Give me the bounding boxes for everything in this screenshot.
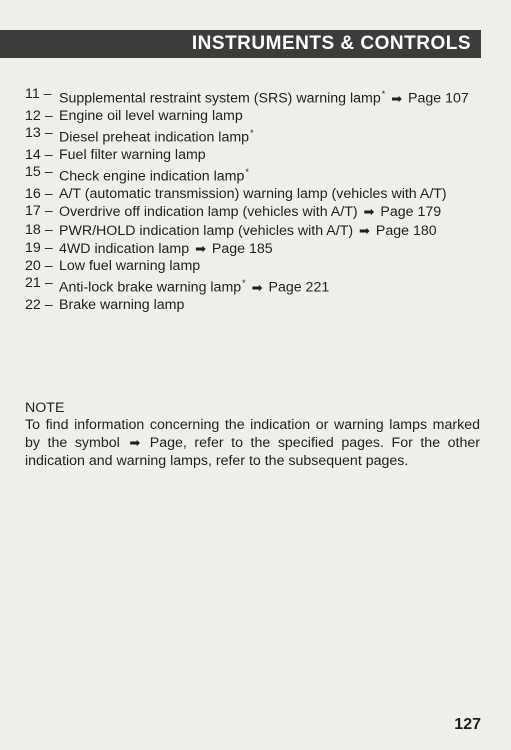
item-label: 4WD indication lamp — [59, 240, 190, 257]
page-reference-arrow-icon: ➡ — [359, 222, 370, 238]
item-label: Low fuel warning lamp — [59, 258, 201, 275]
item-text — [59, 275, 480, 297]
page-reference: Page 221 — [268, 279, 330, 296]
list-item — [25, 275, 480, 297]
item-number: 12 – — [25, 107, 53, 124]
list-item — [25, 240, 480, 258]
item-text — [59, 164, 480, 186]
item-number: 17 – — [25, 203, 53, 220]
item-label: PWR/HOLD indication lamp (vehicles with A/T) — [59, 222, 354, 239]
item-number: 11 – — [25, 86, 52, 102]
item-number: 18 – — [25, 221, 53, 238]
page-reference: Page 180 — [375, 222, 437, 239]
page-reference: Page 107 — [408, 90, 469, 107]
item-number: 21 – — [25, 275, 53, 292]
note-text-after: Page, refer to the specified pages. For the other indication and warning lamps, refer to the subsequent pages. — [25, 435, 480, 469]
item-text — [59, 240, 480, 258]
indicator-lamp-list — [25, 86, 480, 314]
item-label: A/T (automatic transmission) warning lamp (vehicles with A/T) — [59, 186, 447, 203]
note-text — [25, 417, 480, 470]
list-item — [25, 108, 480, 125]
asterisk-mark: * — [250, 128, 254, 139]
asterisk-mark: * — [381, 89, 386, 99]
note-block — [25, 400, 480, 470]
asterisk-mark: * — [245, 167, 249, 178]
asterisk-mark: * — [242, 278, 246, 289]
page-reference: Page 185 — [211, 240, 273, 257]
item-text — [59, 108, 480, 125]
item-text — [59, 222, 480, 240]
list-item — [25, 203, 480, 221]
item-label: Anti-lock brake warning lamp — [59, 279, 242, 296]
list-item — [25, 297, 480, 314]
item-text — [59, 186, 480, 203]
item-label: Diesel preheat indication lamp — [59, 129, 250, 146]
item-number: 14 – — [25, 147, 53, 164]
item-text — [59, 258, 480, 275]
item-text — [59, 86, 480, 108]
item-label: Fuel filter warning lamp — [59, 147, 206, 164]
item-label: Engine oil level warning lamp — [59, 107, 243, 124]
item-number: 19 – — [25, 239, 53, 256]
item-label: Supplemental restraint system (SRS) warning lamp — [59, 90, 381, 107]
page-reference: Page 179 — [380, 204, 442, 221]
list-item — [25, 164, 480, 186]
list-item — [25, 86, 480, 108]
item-text — [59, 147, 480, 164]
list-item — [25, 147, 480, 164]
list-item — [25, 125, 480, 147]
section-title: INSTRUMENTS & CONTROLS — [191, 33, 471, 54]
item-number: 13 – — [25, 125, 53, 142]
item-label: Overdrive off indication lamp (vehicles with A/T) — [59, 204, 358, 221]
list-item — [25, 222, 480, 240]
item-number: 22 – — [25, 297, 53, 314]
item-text — [59, 297, 480, 314]
page-reference-arrow-icon: ➡ — [129, 435, 141, 451]
page-reference-arrow-icon: ➡ — [391, 90, 403, 106]
item-number: 20 – — [25, 258, 53, 275]
page-reference-arrow-icon: ➡ — [195, 240, 206, 256]
note-heading: NOTE — [25, 400, 65, 416]
page-reference-arrow-icon: ➡ — [251, 279, 263, 295]
page-reference-arrow-icon: ➡ — [363, 204, 375, 220]
item-text — [59, 203, 480, 221]
item-number: 15 – — [25, 164, 53, 181]
item-label: Check engine indication lamp — [59, 169, 245, 186]
list-item — [25, 186, 480, 203]
item-text — [59, 125, 480, 147]
section-header-bar — [0, 30, 481, 58]
item-label: Brake warning lamp — [59, 297, 185, 314]
page-number: 127 — [454, 716, 481, 733]
item-number: 16 – — [25, 186, 53, 203]
note-text-before: To find information concerning the indication or warning lamps marked by the symbol — [25, 417, 480, 452]
list-item — [25, 258, 480, 275]
